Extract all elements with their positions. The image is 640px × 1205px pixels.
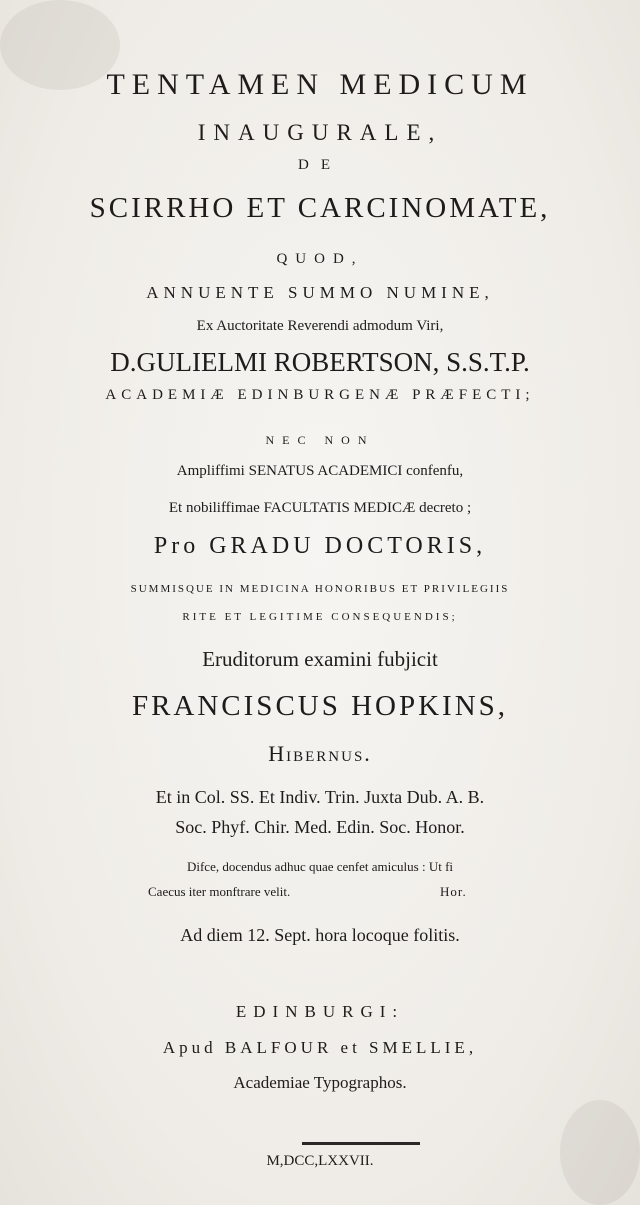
de-line: DE: [298, 157, 342, 173]
facultatis-line: Et nobiliffimae FACULTATIS MEDICÆ decreto ;: [168, 500, 472, 516]
motto-attribution: Hor.: [440, 884, 467, 899]
typographos-line: Academiae Typographos.: [233, 1073, 407, 1092]
author-name-line: FRANCISCUS HOPKINS,: [131, 690, 509, 722]
gradu-doctoris-line: Pro GRADU DOCTORIS,: [153, 533, 487, 559]
rite-line: RITE ET LEGITIME CONSEQUENDIS;: [182, 611, 458, 623]
motto-line-2: Caecus iter monftrare velit.: [148, 884, 291, 899]
printer-line: Apud BALFOUR et SMELLIE,: [162, 1038, 478, 1057]
place-line: EDINBURGI:: [235, 1002, 405, 1021]
motto-line-1: Difce, docendus adhuc quae cenfet amiculus : Ut fi: [186, 859, 454, 874]
year-line: M,DCC,LXXVII.: [266, 1153, 374, 1169]
college-line: Et in Col. SS. Et Indiv. Trin. Juxta Dub. A. B.: [155, 787, 485, 807]
academiae-line: ACADEMIÆ EDINBURGENÆ PRÆFECTI;: [105, 387, 535, 403]
title-line-1: TENTAMEN MEDICUM: [106, 68, 534, 101]
summisque-line: SUMMISQUE IN MEDICINA HONORIBUS ET PRIVILEGIIS: [130, 583, 510, 595]
senatus-line: Ampliffimi SENATUS ACADEMICI confenfu,: [176, 463, 464, 479]
auctoritate-line: Ex Auctoritate Reverendi admodum Viri,: [196, 318, 444, 334]
annuente-line: ANNUENTE SUMMO NUMINE,: [146, 283, 494, 302]
subject-line: SCIRRHO ET CARCINOMATE,: [89, 192, 551, 224]
hibernus-line: Hibernus.: [268, 741, 372, 766]
title-line-2: INAUGURALE,: [197, 120, 443, 145]
eruditorum-line: Eruditorum examini fubjicit: [202, 647, 438, 671]
nec-non-line: NEC NON: [265, 433, 375, 447]
quod-line: QUOD,: [276, 251, 364, 267]
society-line: Soc. Phyf. Chir. Med. Edin. Soc. Honor.: [175, 817, 465, 837]
date-line: Ad diem 12. Sept. hora locoque folitis.: [180, 925, 460, 945]
divider-rule: [302, 1142, 420, 1145]
robertson-line: D.GULIELMI ROBERTSON, S.S.T.P.: [110, 347, 530, 377]
